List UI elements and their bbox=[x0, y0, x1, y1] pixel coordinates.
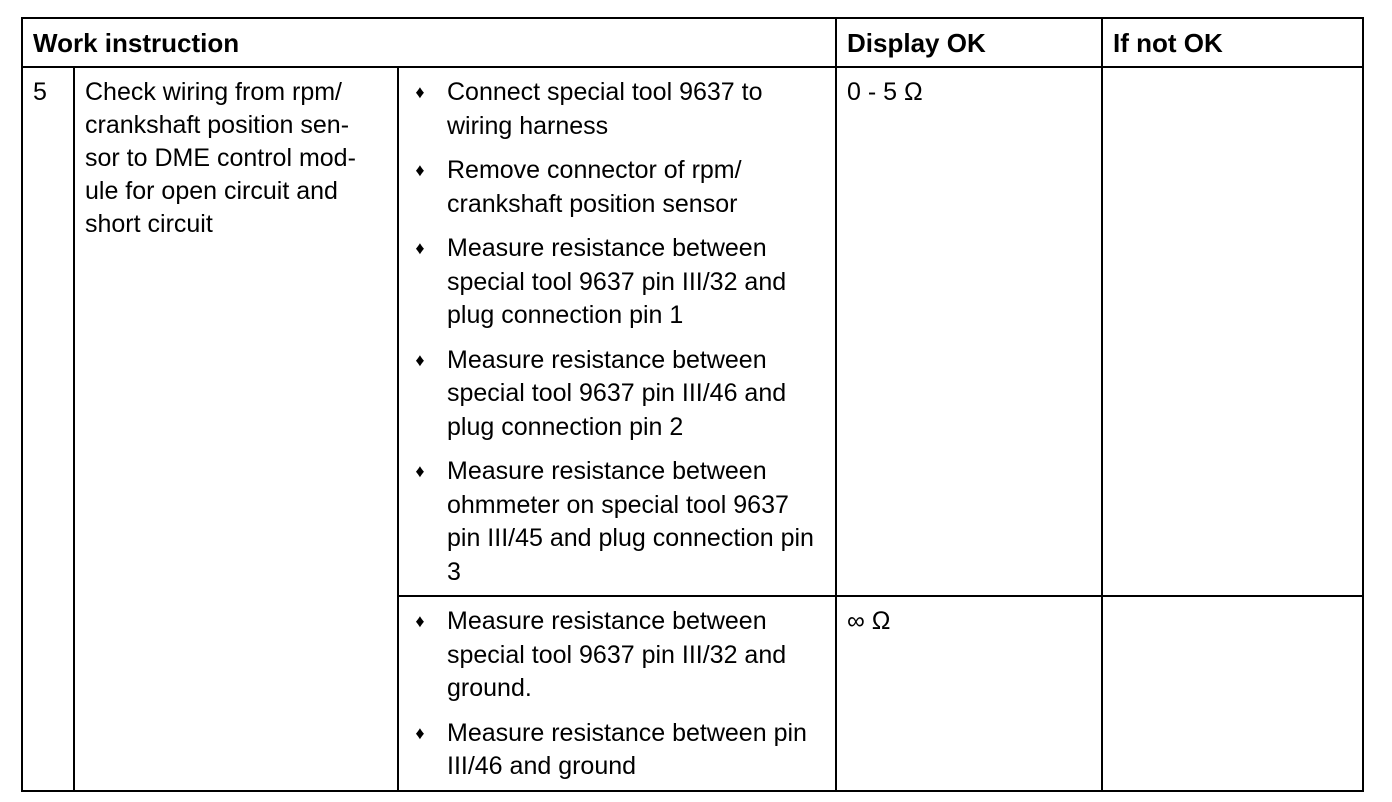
diamond-bullet-icon: ♦ bbox=[415, 722, 425, 743]
list-item: ♦ Measure resistance between pin III/46 and ground bbox=[411, 717, 827, 784]
diamond-bullet-icon: ♦ bbox=[415, 160, 425, 180]
diamond-bullet-icon: ♦ bbox=[415, 82, 425, 102]
header-display-ok: Display OK bbox=[836, 18, 1102, 67]
list-item: ♦ Measure resistance between ohmmeter on special tool 9637 pin III/45 and plug connection pin 3 bbox=[411, 455, 827, 589]
header-row bbox=[22, 18, 1363, 67]
diamond-bullet-icon: ♦ bbox=[415, 611, 425, 631]
if-not-ok-value bbox=[1102, 596, 1363, 791]
list-item: ♦ Measure resistance between special tool 9637 pin III/32 and ground. bbox=[411, 605, 827, 706]
instruction-list bbox=[411, 605, 827, 784]
work-instruction-table bbox=[21, 17, 1364, 792]
list-item: ♦ Measure resistance between special tool 9637 pin III/32 and plug connection pin 1 bbox=[411, 232, 827, 333]
instruction-cell bbox=[398, 67, 836, 596]
display-ok-value: ∞ Ω bbox=[836, 596, 1102, 791]
step-number: 5 bbox=[22, 67, 74, 791]
header-work-instruction: Work instruction bbox=[22, 18, 836, 67]
instruction-cell bbox=[398, 596, 836, 791]
list-item: ♦ Connect special tool 9637 to wiring harness bbox=[411, 76, 827, 143]
diamond-bullet-icon: ♦ bbox=[415, 238, 425, 258]
display-ok-value: 0 - 5 Ω bbox=[836, 67, 1102, 596]
step-description bbox=[74, 67, 398, 791]
if-not-ok-value bbox=[1102, 67, 1363, 596]
instruction-list bbox=[411, 76, 827, 589]
table-row bbox=[22, 67, 1363, 596]
list-item: ♦ Remove connector of rpm/ crankshaft position sensor bbox=[411, 154, 827, 221]
diamond-bullet-icon: ♦ bbox=[415, 349, 425, 370]
header-if-not-ok: If not OK bbox=[1102, 18, 1363, 67]
diamond-bullet-icon: ♦ bbox=[415, 461, 425, 481]
step-description-text: Check wiring from rpm/ crankshaft position sen- sor to DME control mod- ule for open circuit and short circuit bbox=[85, 78, 356, 238]
list-item: ♦ Measure resistance between special tool 9637 pin III/46 and plug connection pin 2 bbox=[411, 344, 827, 445]
